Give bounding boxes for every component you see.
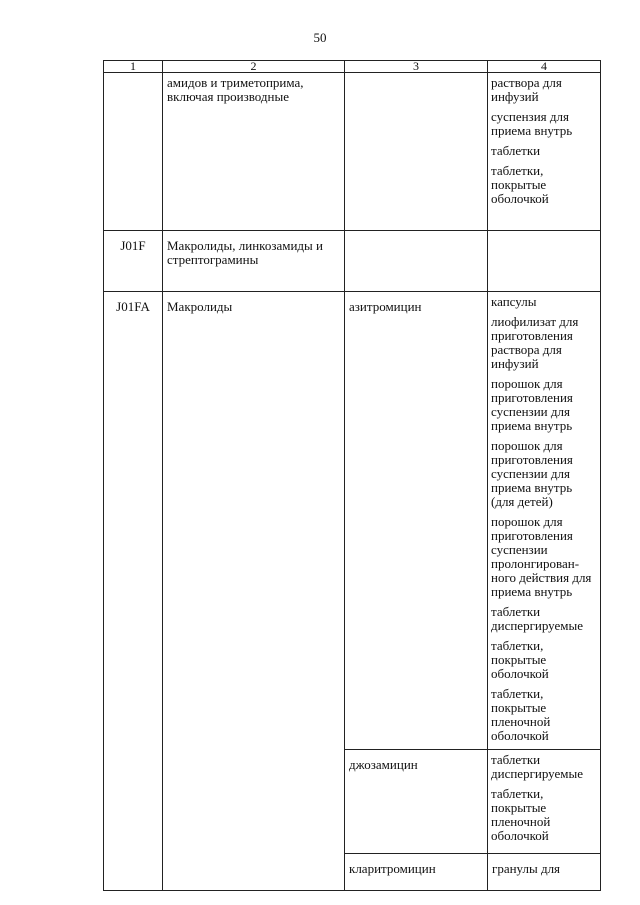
dosage-forms-cell (488, 292, 601, 750)
column-header-3: 3 (345, 61, 488, 73)
dosage-form: лиофилизат для приготовления раствора для инфузий (491, 314, 579, 371)
column-header-4: 4 (488, 61, 601, 73)
group-name-cell: Макролиды, линкозамиды и стрептограмины (163, 231, 345, 292)
group-name-cell: амидов и триметоприма, включая производные (163, 73, 345, 231)
dosage-form: таблетки (491, 143, 541, 158)
dosage-form: порошок для приготовления суспензии для приема внутрь (для детей) (491, 438, 573, 509)
dosage-form: капсулы (491, 294, 537, 309)
dosage-form: гранулы для (492, 861, 561, 876)
code-cell (104, 73, 163, 231)
inn-cell (345, 231, 488, 292)
dosage-form: таблетки, покрытые пленочной оболочкой (491, 686, 551, 743)
page-number: 50 (313, 30, 327, 45)
inn-cell: азитромицин (345, 292, 488, 750)
dosage-forms-cell (488, 73, 601, 231)
dosage-forms-cell (488, 231, 601, 292)
atc-code-cell: J01F (104, 231, 163, 292)
dosage-form: раствора для инфузий (491, 75, 562, 104)
dosage-form: таблетки, покрытые оболочкой (491, 638, 549, 681)
inn-cell (345, 73, 488, 231)
dosage-form: порошок для приготовления суспензии пролонгирован-ного действия для приема внутрь (491, 514, 592, 599)
group-name-cell: Макролиды (163, 292, 345, 891)
column-header-1: 1 (104, 61, 163, 73)
inn-cell: кларитромицин (345, 854, 488, 891)
column-header-2: 2 (163, 61, 345, 73)
dosage-forms-cell (488, 854, 601, 891)
dosage-form: таблетки диспергируемые (491, 752, 584, 781)
dosage-form: суспензия для приема внутрь (491, 109, 573, 138)
table-row (104, 231, 601, 292)
table-row (104, 73, 601, 231)
dosage-form: таблетки, покрытые пленочной оболочкой (491, 786, 551, 843)
dosage-form: порошок для приготовления суспензии для приема внутрь (491, 376, 573, 433)
dosage-form: таблетки диспергируемые (491, 604, 584, 633)
table-header-row (104, 61, 601, 73)
dosage-forms-cell (488, 750, 601, 854)
dosage-form: таблетки, покрытые оболочкой (491, 163, 549, 206)
table-row (104, 292, 601, 750)
drug-table (103, 60, 601, 891)
atc-code-cell: J01FA (104, 292, 163, 891)
inn-cell: джозамицин (345, 750, 488, 854)
